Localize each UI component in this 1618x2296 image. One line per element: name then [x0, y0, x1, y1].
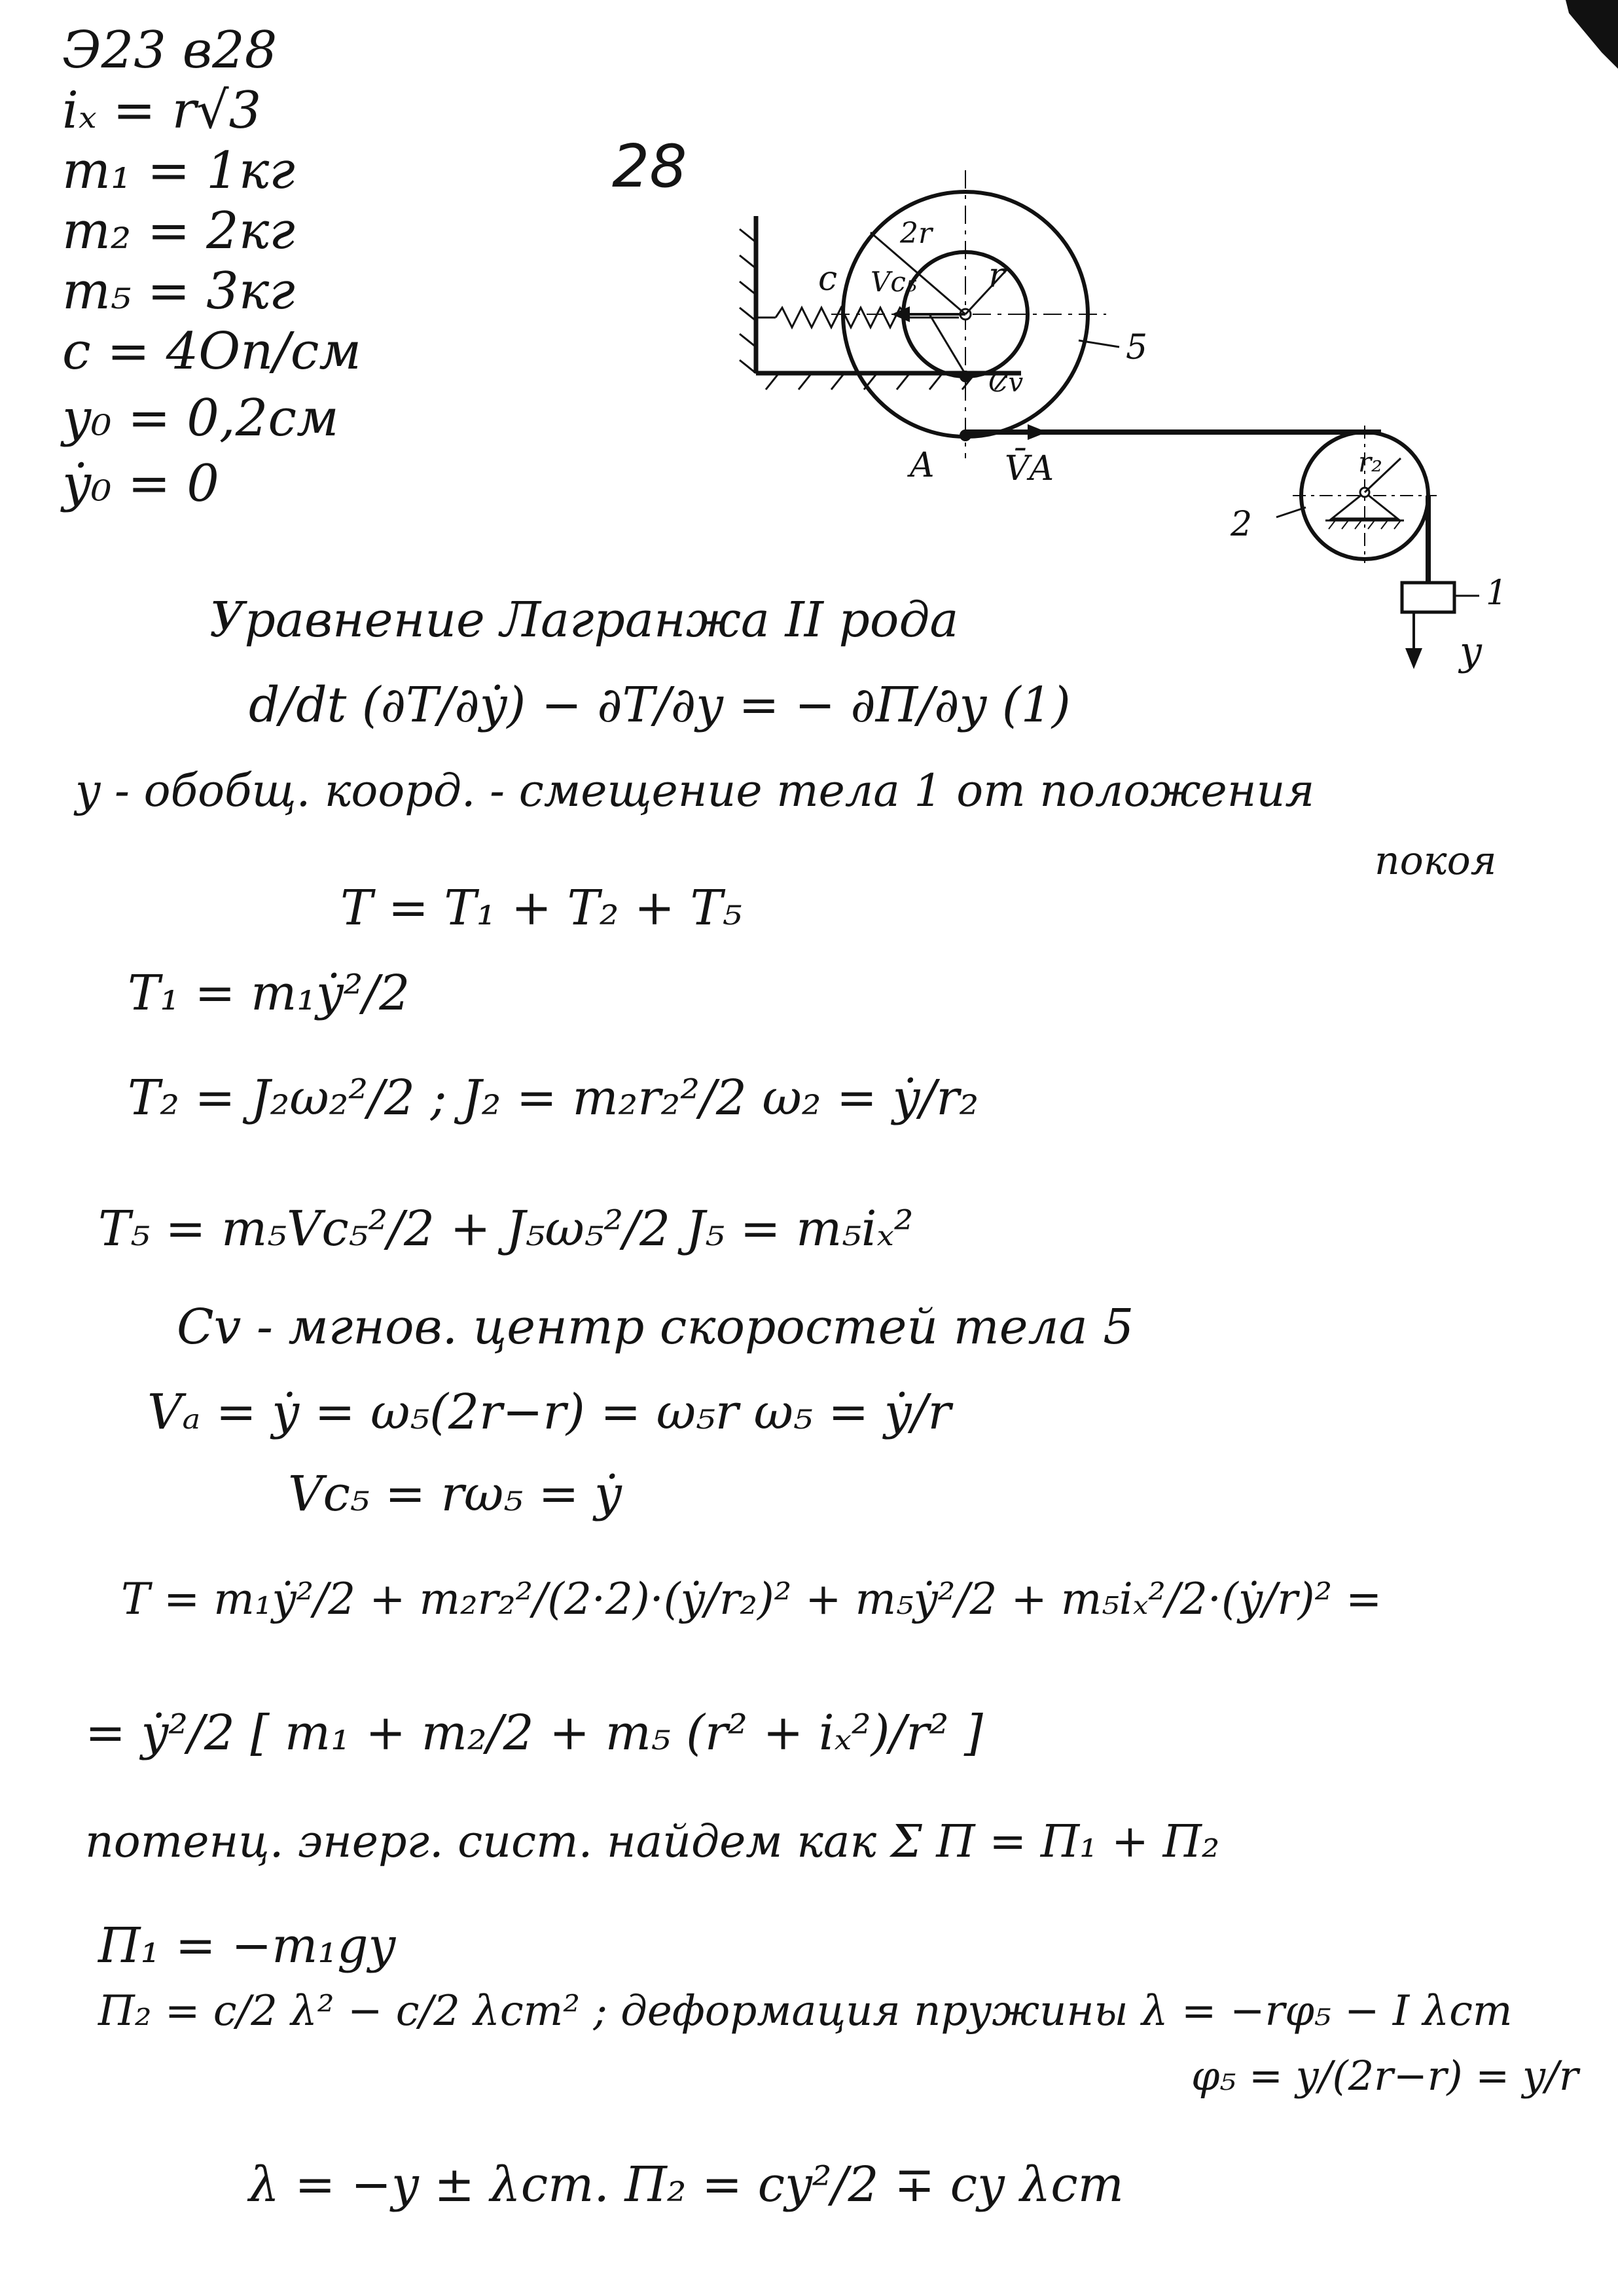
r-small-label: r — [988, 256, 1005, 295]
given-y0: y₀ = 0,2см — [62, 389, 339, 448]
body1-label: 1 — [1486, 574, 1508, 613]
vc5-relation: Vc₅ = rω₅ = ẏ — [288, 1466, 622, 1522]
kinetic-energy-sum: T = T₁ + T₂ + T₅ — [340, 880, 742, 936]
kinetic-energy-simplified: = ẏ²/2 [ m₁ + m₂/2 + m₅ (r² + iₓ²)/r² ] — [85, 1705, 983, 1761]
t5-formula: T₅ = m₅Vc₅²/2 + J₅ω₅²/2 J₅ = m₅iₓ² — [98, 1201, 914, 1257]
r2-label: r₂ — [1358, 446, 1382, 478]
body5-label: 5 — [1126, 328, 1148, 367]
given-m1: m₁ = 1кг — [62, 141, 295, 200]
va-label: V̄A — [1005, 449, 1054, 488]
instant-center-note: Cv - мгнов. центр скоростей тела 5 — [177, 1299, 1134, 1355]
generalized-coordinate-cont: покоя — [1375, 838, 1497, 884]
lagrange-equation: d/dt (∂T/∂ẏ) − ∂T/∂y = − ∂П/∂y (1) — [249, 677, 1071, 733]
phi5-relation: φ₅ = y/(2r−r) = y/r — [1191, 2052, 1579, 2100]
given-m5: m₅ = 3кг — [62, 262, 295, 321]
point-a-label: A — [910, 446, 935, 485]
p1-formula: П₁ = −m₁gy — [98, 1918, 396, 1974]
body2-label: 2 — [1231, 505, 1253, 544]
total-kinetic-energy: T = m₁ẏ²/2 + m₂r₂²/(2·2)·(ẏ/r₂)² + m₅ẏ²/2 + m₅iₓ²/2·(ẏ/r)² = — [121, 1574, 1382, 1624]
potential-energy-heading: потенц. энерг. сист. найдем как Σ П = П₁ + П₂ — [85, 1816, 1220, 1868]
r-big-label: 2r — [900, 217, 933, 250]
page-number: 28 — [612, 132, 687, 201]
t2-formula: T₂ = J₂ω₂²/2 ; J₂ = m₂r₂²/2 ω₂ = ẏ/r₂ — [128, 1070, 979, 1126]
vc-label: Vc₅ — [871, 266, 917, 298]
generalized-coordinate: y - обобщ. коорд. - смещение тела 1 от положения — [75, 765, 1315, 817]
velocity-relation: Vₐ = ẏ = ω₅(2r−r) = ω₅r ω₅ = ẏ/r — [147, 1384, 951, 1440]
y-axis-label: y — [1460, 629, 1482, 674]
given-c: c = 4Оп/см — [62, 322, 362, 381]
lagrange-heading: Уравнение Лагранжа II рода — [209, 592, 959, 648]
lambda-relation: λ = −y ± λст. П₂ = cy²/2 ∓ cy λст — [249, 2157, 1124, 2213]
p2-formula: П₂ = c/2 λ² − c/2 λст² ; деформация пружины λ = −rφ₅ − I λст — [98, 1987, 1513, 2035]
t1-formula: T₁ = m₁ẏ²/2 — [128, 965, 410, 1021]
given-m2: m₂ = 2кг — [62, 202, 295, 261]
cv-label: Cv — [988, 368, 1024, 398]
given-ix: iₓ = r√3 — [62, 81, 262, 140]
given-ydot0: ẏ₀ = 0 — [62, 454, 219, 513]
spring-label: c — [818, 259, 838, 299]
variant-line: Э23 в28 — [62, 21, 278, 80]
